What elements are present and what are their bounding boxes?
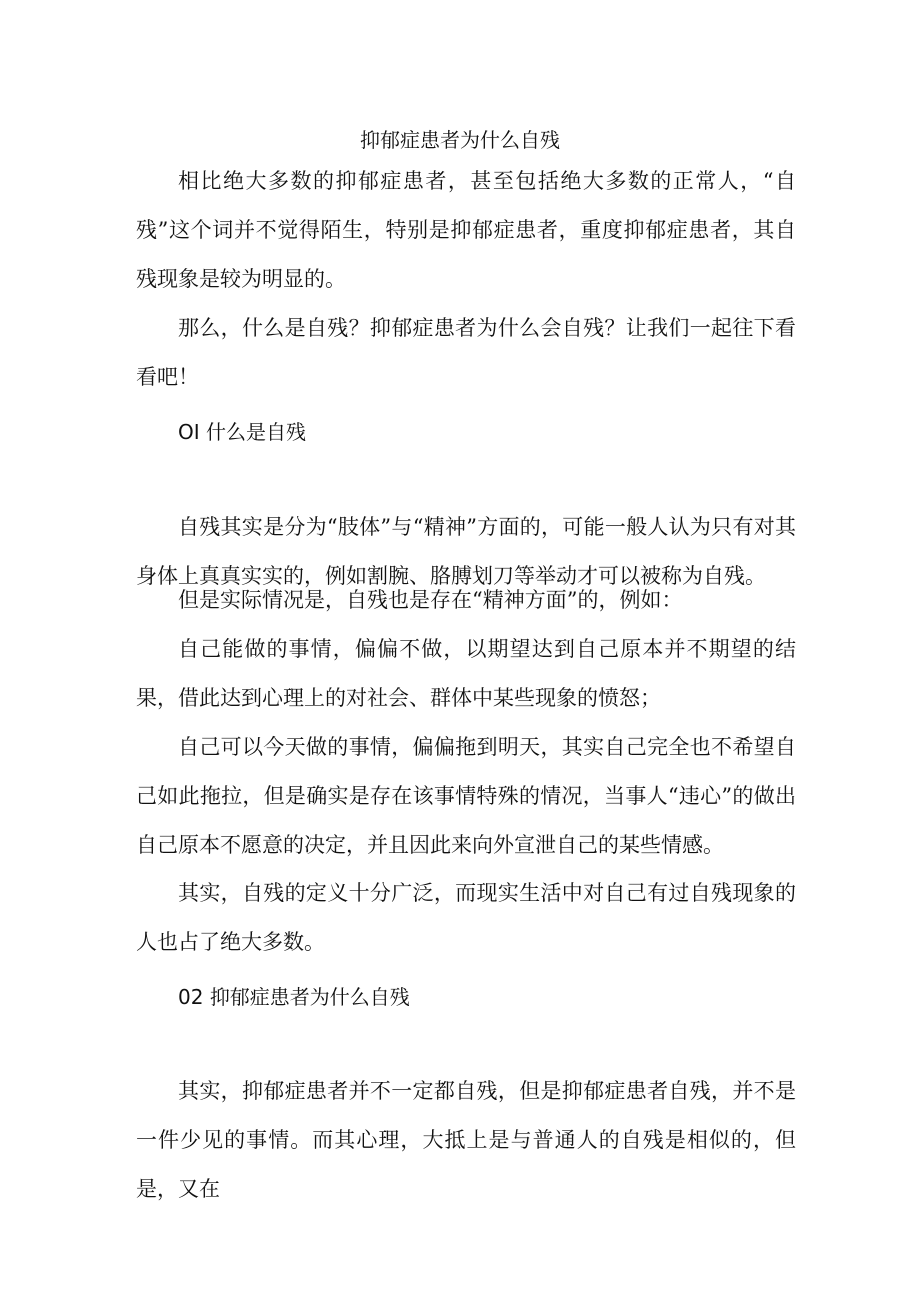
intro-paragraph-2: 那么，什么是自残？抑郁症患者为什么会自残？让我们一起往下看看吧！	[136, 316, 796, 389]
section-1-paragraph-3: 自己能做的事情，偏偏不做，以期望达到自己原本并不期望的结果，借此达到心理上的对社会、群体中某些现象的愤怒；	[136, 637, 796, 710]
section-2-heading	[178, 983, 778, 1011]
section-1-paragraph-4: 自己可以今天做的事情，偏偏拖到明天，其实自己完全也不希望自己如此拖拉，但是确实是存在该事情特殊的情况，当事人“违心”的做出自己原本不愿意的决定，并且因此来向外宣泄自己的某些情感。	[136, 735, 796, 857]
section-1-paragraph-1: 自残其实是分为“肢体”与“精神”方面的，可能一般人认为只有对其身体上真真实实的，例如割腕、胳膊划刀等举动才可以被称为自残。	[136, 515, 796, 588]
section-1-paragraph-5: 其实，自残的定义十分广泛，而现实生活中对自己有过自残现象的人也占了绝大多数。	[136, 881, 796, 954]
section-1-paragraph-2: 但是实际情况是，自残也是存在“精神方面”的，例如：	[178, 588, 683, 612]
intro-paragraph-1: 相比绝大多数的抑郁症患者，甚至包括绝大多数的正常人，“自残”这个词并不觉得陌生，特别是抑郁症患者，重度抑郁症患者，其自残现象是较为明显的。	[136, 169, 796, 291]
section-2-paragraph-1: 其实，抑郁症患者并不一定都自残，但是抑郁症患者自残，并不是一件少见的事情。而其心理，大抵上是与普通人的自残是相似的，但是，又在	[136, 1079, 796, 1201]
section-1-heading	[178, 418, 778, 446]
section-2-title: 抑郁症患者为什么自残	[209, 985, 410, 1009]
section-1-title: 什么是自残	[206, 420, 306, 444]
section-1-number: OI	[178, 420, 200, 444]
section-2-number: 02	[178, 985, 204, 1009]
document-title: 抑郁症患者为什么自残	[360, 128, 560, 152]
